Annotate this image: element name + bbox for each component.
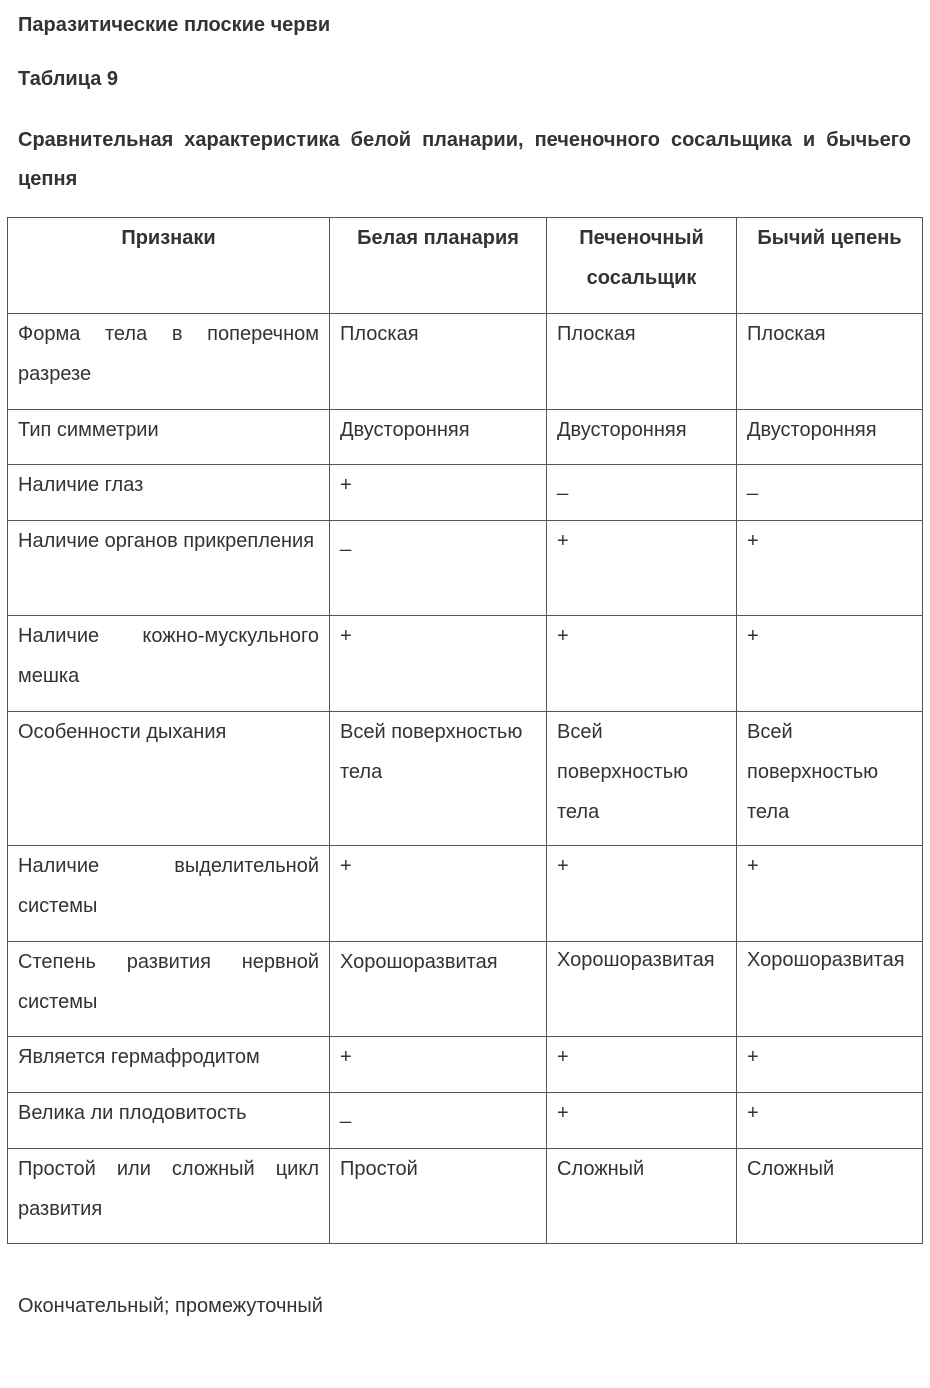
value-cell: Сложный [547, 1149, 737, 1244]
value-cell: + [330, 465, 547, 521]
header-cell: Белая планария [330, 218, 547, 314]
value-cell: _ [330, 1093, 547, 1149]
value-cell: + [737, 1093, 923, 1149]
table-row [8, 314, 923, 410]
value-cell: + [547, 1093, 737, 1149]
table-header-row [8, 218, 923, 314]
table-row [8, 1093, 923, 1149]
feature-cell: Тип симметрии [8, 410, 330, 465]
value-cell: Хорошоразвитая [547, 942, 737, 1037]
value-cell: Плоская [547, 314, 737, 410]
table-row [8, 616, 923, 712]
feature-cell: Особенности дыхания [8, 712, 330, 846]
comparison-table [7, 217, 923, 1244]
feature-cell: Велика ли плодовитость [8, 1093, 330, 1149]
value-cell: Всей поверхностью тела [330, 712, 547, 846]
feature-cell: Степень развития нервной системы [8, 942, 330, 1037]
value-cell: + [737, 616, 923, 712]
feature-cell: Является гермафродитом [8, 1037, 330, 1093]
feature-cell: Наличие органов прикрепления [8, 521, 330, 616]
value-cell: + [330, 846, 547, 942]
value-cell: + [547, 521, 737, 616]
value-cell: + [737, 846, 923, 942]
value-cell: Двусторонняя [737, 410, 923, 465]
page-title: Паразитические плоские черви [18, 14, 331, 36]
header-cell: Бычий цепень [737, 218, 923, 314]
table-row [8, 410, 923, 465]
table-row [8, 846, 923, 942]
value-cell: Всей поверхностью тела [547, 712, 737, 846]
table-row [8, 521, 923, 616]
value-cell: + [737, 1037, 923, 1093]
value-cell: + [737, 521, 923, 616]
table-label: Таблица 9 [18, 68, 119, 90]
value-cell: Двусторонняя [547, 410, 737, 465]
feature-cell: Наличие глаз [8, 465, 330, 521]
value-cell: Хорошоразвитая [330, 942, 547, 1037]
value-cell: _ [547, 465, 737, 521]
value-cell: + [547, 846, 737, 942]
feature-cell: Простой или сложный цикл развития [8, 1149, 330, 1244]
feature-cell: Форма тела в поперечном разрезе [8, 314, 330, 410]
value-cell: Сложный [737, 1149, 923, 1244]
value-cell: + [547, 616, 737, 712]
value-cell: Всей поверхностью тела [737, 712, 923, 846]
value-cell: Плоская [330, 314, 547, 410]
header-cell: Печеночный сосальщик [547, 218, 737, 314]
value-cell: _ [737, 465, 923, 521]
feature-cell: Наличие кожно-мускульного мешка [8, 616, 330, 712]
value-cell: Простой [330, 1149, 547, 1244]
value-cell: + [547, 1037, 737, 1093]
value-cell: Хорошоразвитая [737, 942, 923, 1037]
value-cell: + [330, 616, 547, 712]
answer-text: Окончательный; промежуточный [18, 1295, 323, 1317]
feature-cell: Наличие выделительной системы [8, 846, 330, 942]
table-row [8, 942, 923, 1037]
table-row [8, 712, 923, 846]
value-cell: Двусторонняя [330, 410, 547, 465]
value-cell: + [330, 1037, 547, 1093]
value-cell: Плоская [737, 314, 923, 410]
value-cell: _ [330, 521, 547, 616]
table-row [8, 465, 923, 521]
table-row [8, 1037, 923, 1093]
header-cell: Признаки [8, 218, 330, 314]
table-caption: Сравнительная характеристика белой планарии, печеночного сосальщика и бычьего цепня [18, 129, 911, 190]
table-row [8, 1149, 923, 1244]
